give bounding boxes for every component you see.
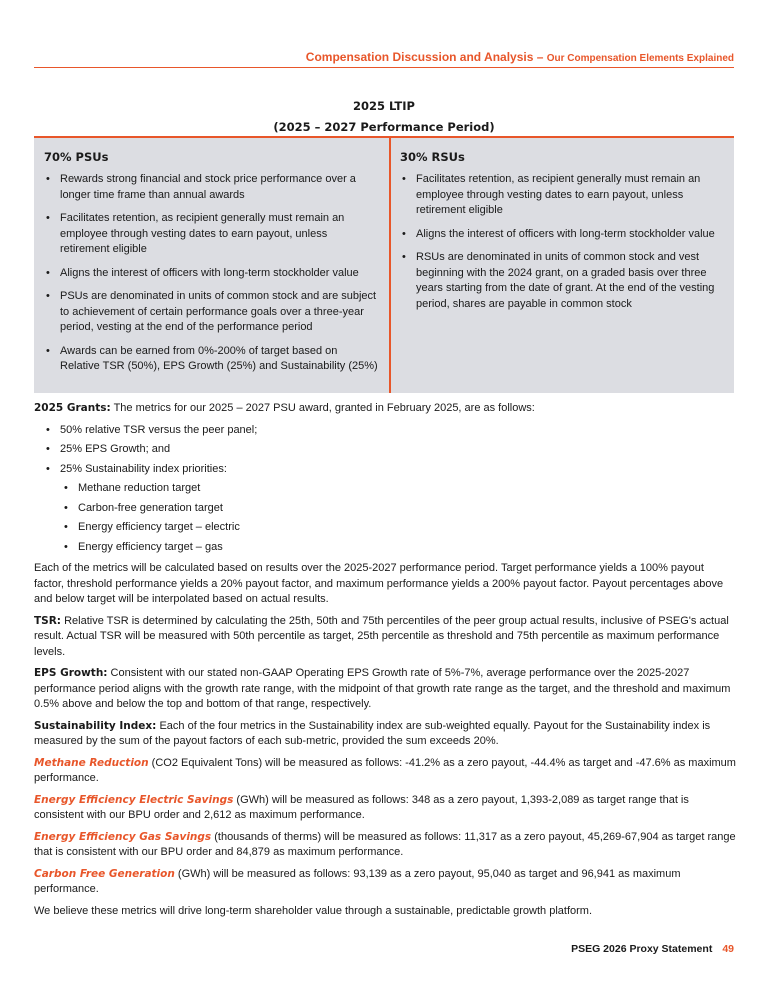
ltip-title: 2025 LTIP	[353, 99, 415, 113]
calculation-paragraph: Each of the metrics will be calculated based on results over the 2025-2027 performance period. Target performance yields a 100% payout factor, threshold performance yields a 20% payout factor, and maximum performance yields a 200% payout factor. Payout percentages above and below target will be interpolated based on actual results.	[34, 562, 724, 605]
closing-paragraph: We believe these metrics will drive long-term shareholder value through a sustainable, predictable growth platform.	[34, 904, 593, 917]
list-item: • Rewards strong financial and stock price performance over a longer time frame than annual awards	[44, 172, 379, 203]
sustainability-label: Sustainability Index:	[34, 719, 157, 732]
list-item: • Facilitates retention, as recipient generally must remain an employee through vesting dates to earn payout, unless retirement eligible	[44, 211, 379, 258]
ltip-title-block	[34, 96, 734, 138]
list-item: • 25% EPS Growth; and	[34, 442, 736, 458]
methane-paragraph	[34, 756, 736, 787]
subsection-title: Our Compensation Elements Explained	[546, 53, 734, 64]
grant-metrics-list	[34, 423, 736, 556]
sustainability-paragraph	[34, 719, 736, 750]
page-header	[34, 50, 734, 64]
eps-label: EPS Growth:	[34, 667, 108, 679]
list-item: • 25% Sustainability index priorities:	[34, 462, 736, 478]
list-item: • Energy efficiency target – electric	[34, 520, 736, 536]
list-item: • Aligns the interest of officers with long-term stockholder value	[400, 227, 724, 243]
header-divider	[34, 67, 734, 68]
body-content	[34, 401, 736, 925]
rsu-heading: 30% RSUs	[400, 150, 465, 164]
tsr-paragraph	[34, 614, 736, 661]
ltip-subtitle: (2025 – 2027 Performance Period)	[273, 120, 495, 134]
grants-intro	[34, 401, 736, 417]
section-title: Compensation Discussion and Analysis	[305, 50, 534, 64]
list-item: • Facilitates retention, as recipient generally must remain an employee through vesting dates to earn payout, unless retirement eligible	[400, 172, 724, 219]
tsr-text: Relative TSR is determined by calculating the 25th, 50th and 75th percentiles of the peer group actual results, inclusive of PSEG's actual result. Actual TSR will be measured with 50th percentile as target, 25th percentile as threshold and 75th percentile as maximum performance levels.	[34, 614, 729, 658]
list-item: • Methane reduction target	[34, 481, 736, 497]
ee-electric-label: Energy Efficiency Electric Savings	[34, 793, 234, 806]
methane-text: (CO2 Equivalent Tons) will be measured as follows: -41.2% as a zero payout, -44.4% as target and -47.6% as maximum performance.	[34, 756, 736, 784]
document-title: PSEG 2026 Proxy Statement	[571, 943, 713, 955]
header-separator: –	[533, 50, 547, 64]
rsu-column	[391, 138, 734, 393]
eps-paragraph	[34, 666, 736, 713]
ee-gas-text: (thousands of therms) will be measured as follows: 11,317 as a zero payout, 45,269-67,904 as target range that is consistent with our BPU order and 84,879 as maximum performance.	[34, 830, 736, 858]
grants-text: The metrics for our 2025 – 2027 PSU award, granted in February 2025, are as follows:	[110, 402, 535, 414]
ee-electric-text: (GWh) will be measured as follows: 348 as a zero payout, 1,393-2,089 as target range that is consistent with our BPU order and 2,612 as maximum performance.	[34, 793, 689, 821]
methane-label: Methane Reduction	[34, 756, 149, 769]
psu-bullet-list	[44, 172, 379, 375]
list-item: • RSUs are denominated in units of common stock and vest beginning with the 2024 grant, on a graded basis over three years starting from the date of grant. At the end of the vesting period, shares are payable in common stock	[400, 250, 724, 312]
psu-heading: 70% PSUs	[44, 150, 109, 164]
list-item: • Energy efficiency target – gas	[34, 540, 736, 556]
rsu-bullet-list	[400, 172, 724, 312]
ltip-comparison-box	[34, 136, 734, 393]
grants-label: 2025 Grants:	[34, 402, 111, 414]
psu-column	[34, 138, 391, 393]
ee-gas-label: Energy Efficiency Gas Savings	[34, 830, 212, 843]
tsr-label: TSR:	[34, 614, 62, 627]
list-item: • Aligns the interest of officers with long-term stockholder value	[44, 266, 379, 282]
list-item: • PSUs are denominated in units of common stock and are subject to achievement of certain performance goals over a three-year period, vesting at the end of the performance period	[44, 289, 379, 336]
sustainability-text: Each of the four metrics in the Sustainability index are sub-weighted equally. Payout for the Sustainability index is measured by the sum of the payout factors of each sub-metric, provided the sum exceeds 20%.	[34, 719, 711, 747]
list-item: • Carbon-free generation target	[34, 501, 736, 517]
list-item: • Awards can be earned from 0%-200% of target based on Relative TSR (50%), EPS Growth (25%) and Sustainability (25%)	[44, 344, 379, 375]
ee-electric-paragraph	[34, 793, 736, 824]
eps-text: Consistent with our stated non-GAAP Operating EPS Growth rate of 5%-7%, average performance over the 2025-2027 performance period aligns with the growth rate range, with the midpoint of that growth rate range as the target, and the threshold and maximum 0.5% above and below the top and bottom of that range, respectively.	[34, 667, 731, 710]
page-footer	[571, 943, 734, 955]
list-item: • 50% relative TSR versus the peer panel;	[34, 423, 736, 439]
carbon-free-label: Carbon Free Generation	[34, 867, 175, 880]
carbon-free-paragraph	[34, 867, 736, 898]
ee-gas-paragraph	[34, 830, 736, 861]
carbon-free-text: (GWh) will be measured as follows: 93,139 as a zero payout, 95,040 as target and 96,941 as maximum performance.	[34, 867, 681, 895]
page-number: 49	[722, 943, 734, 955]
